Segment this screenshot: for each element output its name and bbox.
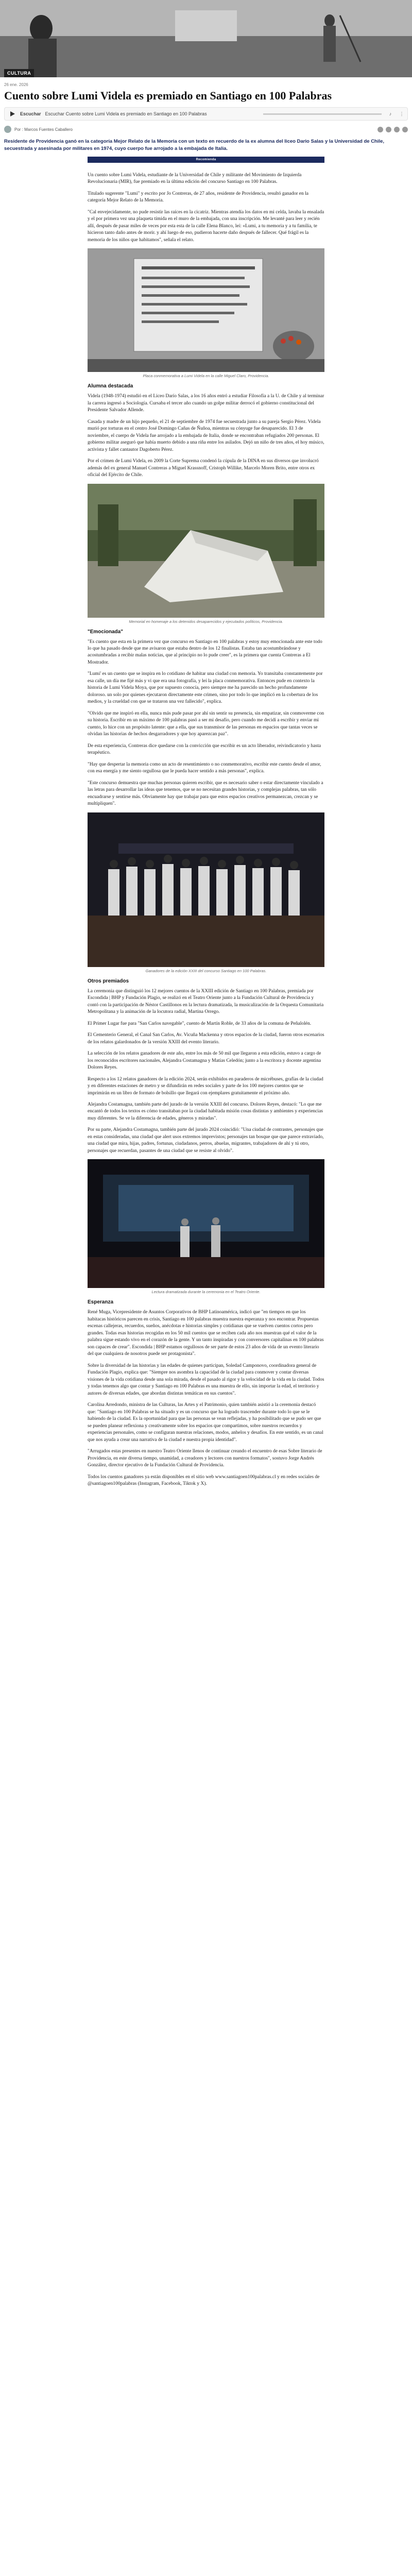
audio-player — [4, 107, 408, 121]
figure-winners — [88, 812, 324, 973]
article-date: 26 ene. 2026 — [4, 82, 28, 87]
figure-plaque — [88, 248, 324, 378]
recommend-banner-label: Recomienda — [196, 158, 216, 161]
paragraph: La ceremonia que distinguió los 12 mejores cuentos de la XXIII edición de Santiago en 100 Palabras, premiada por Escondida | BHP y Fundación Plagio, se realizó en el Teatro Oriente junto a la Fundación Cultural de Providencia y contó con la participación de Néstor Castillonos en la lectura dramatizada, la musicalización de la Orquesta Comunitaria Metropolitana y la animación de la locutora radial, Martina Orrego. — [88, 988, 324, 1015]
recommend-banner[interactable] — [88, 157, 324, 163]
hero-photo-illustration — [0, 0, 412, 77]
audio-track-title: Escuchar Cuento sobre Lumi Videla es premiado en Santiago en 100 Palabras — [45, 111, 207, 117]
section-heading: Esperanza — [88, 1299, 114, 1306]
quote-paragraph: "Cal envejecidamente, no pude resistir las raíces en la cicatriz. Mientras atendía los datos en mi celda, lavaba la ensalada y el por primera vez una plaqueta tímida en el muro de la embajada, con una inscripción. Me levanté para leer y recién allí, después de pasar miles de veces por esta esta de la calle Elena Blanco, leí: «Lumi, a tu memoria y a tu familia, te hicieron tanto daño antes de morir. y ahí luego de eso, pudieron hacerte daño después de fallecer. Qué frágil es la memoria de los niños que habitamos", señala el relato. — [88, 209, 324, 243]
volume-icon[interactable]: ♪ — [389, 111, 392, 117]
figure-caption: Lectura dramatizada durante la ceremonia en el Teatro Oriente. — [151, 1290, 261, 1295]
figure-caption: Memorial en homenaje a los detenidos desaparecidos y ejecutados políticos, Providencia. — [129, 619, 283, 624]
byline — [4, 126, 408, 133]
more-options-icon[interactable]: ⋮ — [399, 111, 404, 116]
section-heading: Alumna destacada — [88, 383, 133, 389]
article-title: Cuento sobre Lumi Videla es premiado en Santiago en 100 Palabras — [4, 89, 332, 102]
paragraph: "Lumi' es un cuento que se inspira en lo cotidiano de habitar una ciudad con memoria. Yo transitaba constantemente por esa calle, un día me fijé más y vi que era una fotografía, y leí la placa conmemorativa. Entonces pude en contexto la historia de Lumi Videla Moya, que por supuesto conocía, pero siempre me ha parecido un hecho profundamente doloroso. un solo por quienes ejecutaron directamente este crimen, sino por todo lo que implicó en la cobertura de los medios, y la crueldad con que se trataron una vez fallecido", explica. — [88, 671, 323, 705]
stage-photo — [88, 1159, 324, 1288]
article-body — [88, 172, 324, 1498]
paragraph: Por su parte, Alejandra Costamagna, también parte del jurado 2024 coincidió: "Una ciudad de contrastes, personajes que en estas consideradas, una ciudad que alert usos extremos imprevistos; personajes tan bosque que que parece extraviado, una ciudad que mira, hijas, padres, fortunas, ciudadanos, perros, abuelas, migrantes, trabajadores de ahí y tú otro, personajes que recuerdan, pasantes de una ciudad que se resiste al olvido". — [88, 1127, 324, 1154]
paragraph: El Cementerio General, el Canal San Carlos, Av. Vicuña Mackenna y otros espacios de la ciudad, fueron otros escenarios de los relatos galardonados de la versión XXIII del evento literario. — [88, 1032, 324, 1045]
paragraph: "Hay que despertar la memoria como un acto de resentimiento o no conmemorativo, escribir este cuento desde el amor, con esa energía y me siento orgullosa que le pueda hacer sentido a más personas", explica. — [88, 761, 321, 774]
paragraph: "Este concurso demuestra que muchas personas quieren escribir, que es necesario saber o estar directamente vinculado a las letras para desarrollar las ideas que tenemos, que se no necesitan grandes historias, y complejas palabras, tan sólo encuadrarse y sentirse más. Obviamente hay que trabajar para que estos espacios creativos permanezcan, crezcan y se multipliquen". — [88, 780, 323, 807]
section-heading: Otros premiados — [88, 978, 129, 984]
share-twitter-icon[interactable] — [386, 127, 391, 132]
section-heading: "Emocionada" — [88, 629, 123, 635]
paragraph: Respecto a los 12 relatos ganadores de la edición 2024, serán exhibidos en paraderos de micrébuses, grafías de la ciudad y en diferentes estaciones de metro y se difundirán en redes sociales y parte de los 100 mejores cuentos que se imprimirán en un libro de formato de bolsillo que llegará con ejemplares gratuitamente el próximo año. — [88, 1076, 323, 1096]
audio-progress-track[interactable] — [263, 113, 382, 115]
paragraph: Casada y madre de un hijo pequeño, el 21 de septiembre de 1974 fue secuestrada junto a su pareja Sergio Pérez. Videla murió por torturas en el centro José Domingo Cañas de Ñuñoa, mientras su cónyuge fue desaparecido. El 3 de noviembre, el cuerpo de Videla fue arrojado a la embajada de Italia, donde se encontraban refugiados 200 personas. El gobierno militar aseguró que había muerto debido a una riña entre los asilados. Dejó un niño de tres años, el hoy músico, activista y fallet cantautor Dagoberto Pérez. — [88, 419, 324, 452]
section-badge[interactable]: CULTURA — [4, 69, 34, 77]
paragraph: Carolina Arredondo, ministra de las Culturas, las Artes y el Patrimonio, quien también asistió a la ceremonia destacó que: "Santiago en 100 Palabras se ha situado y es un concurso que ha logrado trascender durante todo lo que se le habiendo de la ciudad. Es la oportunidad para que las personas se vean reflejadas, y ha posibilitado que se pudo ser que se pueden planear reflexiona y creativamente sobre los espacios que compartimos, sobre nuestros recuerdos y experiencias personales, como se configuran nuestras relaciones, modos, anhelos y desafíos. En este sentido, es un canal que nos ayuda a crear una narrativa de la ciudad e nuestra propia identidad". — [88, 1402, 323, 1443]
figure-stage — [88, 1159, 324, 1294]
play-icon[interactable] — [8, 109, 17, 118]
paragraph: "Olvido que me inspiró en ella, nunca más pude pasar por ahí sin sentir su presencia, sin empatizar, sin conmoverme con su historia. Escribir en un máximo de 100 palabras pasó a ser mi desafío, pero cuando me decidí a escribir y enviar mi cuento, lo hice con un propósito latente: que a ella, que sus transmisor de las personas en espacios que tantas veces se olvidan las historias de hechos desgarradores y que hoy aparezcan paz". — [88, 710, 324, 737]
author-name[interactable]: Por : Marcos Fuentes Caballero — [14, 127, 73, 132]
paragraph: De esta experiencia, Contreras dice quedarse con la convicción que escribir es un acto liberador, reivindicatorio y hasta terapéutico. — [88, 743, 321, 756]
audio-play-label[interactable]: Escuchar — [20, 111, 41, 117]
memorial-photo — [88, 484, 324, 618]
author-avatar — [4, 126, 11, 133]
paragraph: René Muga, Vicepresidente de Asuntos Corporativos de BHP Latinoamérica, indicó que "en tiempos en que los habitacas históricos parecen en crisis, Santiago en 100 palabras muestra nuestra esperanza y nos encontrar. Propuestas escenas callejeras, recuerdos, sueños, anécdotas e historias simples y cotidianas que se vuelven cuentos cortos pero grandes. Todas esas historias recogidas en los 50 mil cuentos que se reciben cada año nos muestran qué el valor de la palabra sigue estando vivo en el corazón de la gente. Y un tanto inspiradas y con conversores capitalinas en 100 palabras son capaces de crear". Escondida | BHP estamos orgullosos de ser parte de estos 23 años de vida de un evento literario del que cualquiera de nosotros puede ser protagonista". — [88, 1310, 324, 1357]
winners-photo — [88, 812, 324, 967]
share-buttons — [377, 127, 408, 132]
share-whatsapp-icon[interactable] — [394, 127, 400, 132]
paragraph: "Es cuento que esta en la primera vez que concurso en Santiago en 100 palabras y estoy muy emocionada ante este todo lo que ha pasado desde que me avisaron que estaba dentro de los 12 finalistas. Estaba tan acostumbrándose y acostumbradas a recibir malas noticias, que al principio no lo pude creer", es la primera que cuenta Contreras a El Mostrador. — [88, 639, 322, 665]
paragraph: El Primer Lugar fue para "San Carlos navegable", cuento de Martín Roble, de 33 años de la comuna de Peñalolén. — [88, 1021, 312, 1026]
paragraph: Titulado sugerente "Lumi" y escrito por Jo Contreras, de 27 años, residente de Providencia, resultó ganador en la categoría Mejor Relato de la Memoria. — [88, 191, 308, 204]
article-lead: Residente de Providencia ganó en la categoría Mejor Relato de la Memoria con un texto en recuerdo de la ex alumna del liceo Dario Salas y la Universidad de Chile, secuestrada y asesinada por militares en 1974, cuyo cuerpo fue arrojado a la embajada de Italia. — [4, 139, 385, 152]
figure-caption: Ganadores de la edición XXIII del concurso Santiago en 100 Palabras. — [145, 968, 267, 973]
paragraph: "Arrugados estas presentes en nuestro Teatro Oriente llenos de continuar creando el encuentro de esas Sobre literario de Providencia, en este diversa tiempo, unamidad, a creadores y lectores con nuestros formatos", sostuvo Jorge Andrés González, director ejecutivo de la Fundación Cultural de Providencia. — [88, 1449, 322, 1468]
paragraph: Alejandra Costamagna, también parte del jurado de la versión XXIII del concurso. Dolores Reyes, destacó: "Lo que me encantó de todos los textos es cómo transitaban por la ciudad habitada misión cosas distintas y ambientes y experiencias muy diferentes. Se ve la diferencia de edades, géneros y miradas". — [88, 1101, 323, 1121]
paragraph: Sobre la diversidad de las historias y las edades de quienes participan, Soledad Camponovo, coordinadora general de Fundación Plagio, explica que: "Siempre nos asombra la capacidad de la ciudad para conmover y contar diversas visiones de la vida cotidiana desde una sola mirada, desde el pasado al rigor y la velocidad de la vida en la ciudad. Todos y todas tenemos algo que contar y Santiago en 100 Palabras es una muestra de ello, sin importar la edad, el territorio y autores de diversas edades, que abordan distintas temáticas en sus cuentos". — [88, 1363, 324, 1396]
plaque-photo — [88, 248, 324, 372]
paragraph: Todos los cuentos ganadores ya están disponibles en el sitio web www.santiagoen100palabras.cl y en redes sociales de @santiagoen100palabras (Instagram, Facebook, Tiktok y X). — [88, 1474, 320, 1487]
figure-memorial — [88, 484, 324, 624]
share-facebook-icon[interactable] — [377, 127, 383, 132]
paragraph: La selección de los relatos ganadores de este año, entre los más de 50 mil que llegaron a esta edición, estuvo a cargo de los reconocidos escritores nacionales, Alejandra Costamagna y Matías Celedón; junto a la escritora y docente argentina Dolores Reyes. — [88, 1051, 321, 1071]
paragraph: Un cuento sobre Lumi Videla, estudiante de la Universidad de Chile y militante del Movimiento de Izquierda Revolucionaria (MIR), fue premiado en la última edición del concurso Santiago en 100 Palabras. — [88, 172, 302, 185]
figure-caption: Placa conmemorativa a Lumi Videla en la calle Miguel Claro, Providencia. — [143, 374, 269, 379]
hero-image — [0, 0, 412, 77]
paragraph: Videla (1948-1974) estudió en el Liceo Darío Salas, a los 16 años entró a estudiar Filosofía a la U. de Chile y al terminar la carrera ingresó a Sociología. Cursaba el tercer año cuando un golpe militar derrocó el gobierno constitucional del Presidente Salvador Allende. — [88, 394, 324, 413]
share-email-icon[interactable] — [402, 127, 408, 132]
paragraph: Por el crimen de Lumi Videla, en 2009 la Corte Suprema condenó la cúpula de la DINA en sus diversos que involucró además del ex general Manuel Contreras a Miguel Krassnoff, Cristoph Willike, Marcelo Moren Brito, entre otros ex oficial del Ejército de Chile. — [88, 459, 319, 478]
